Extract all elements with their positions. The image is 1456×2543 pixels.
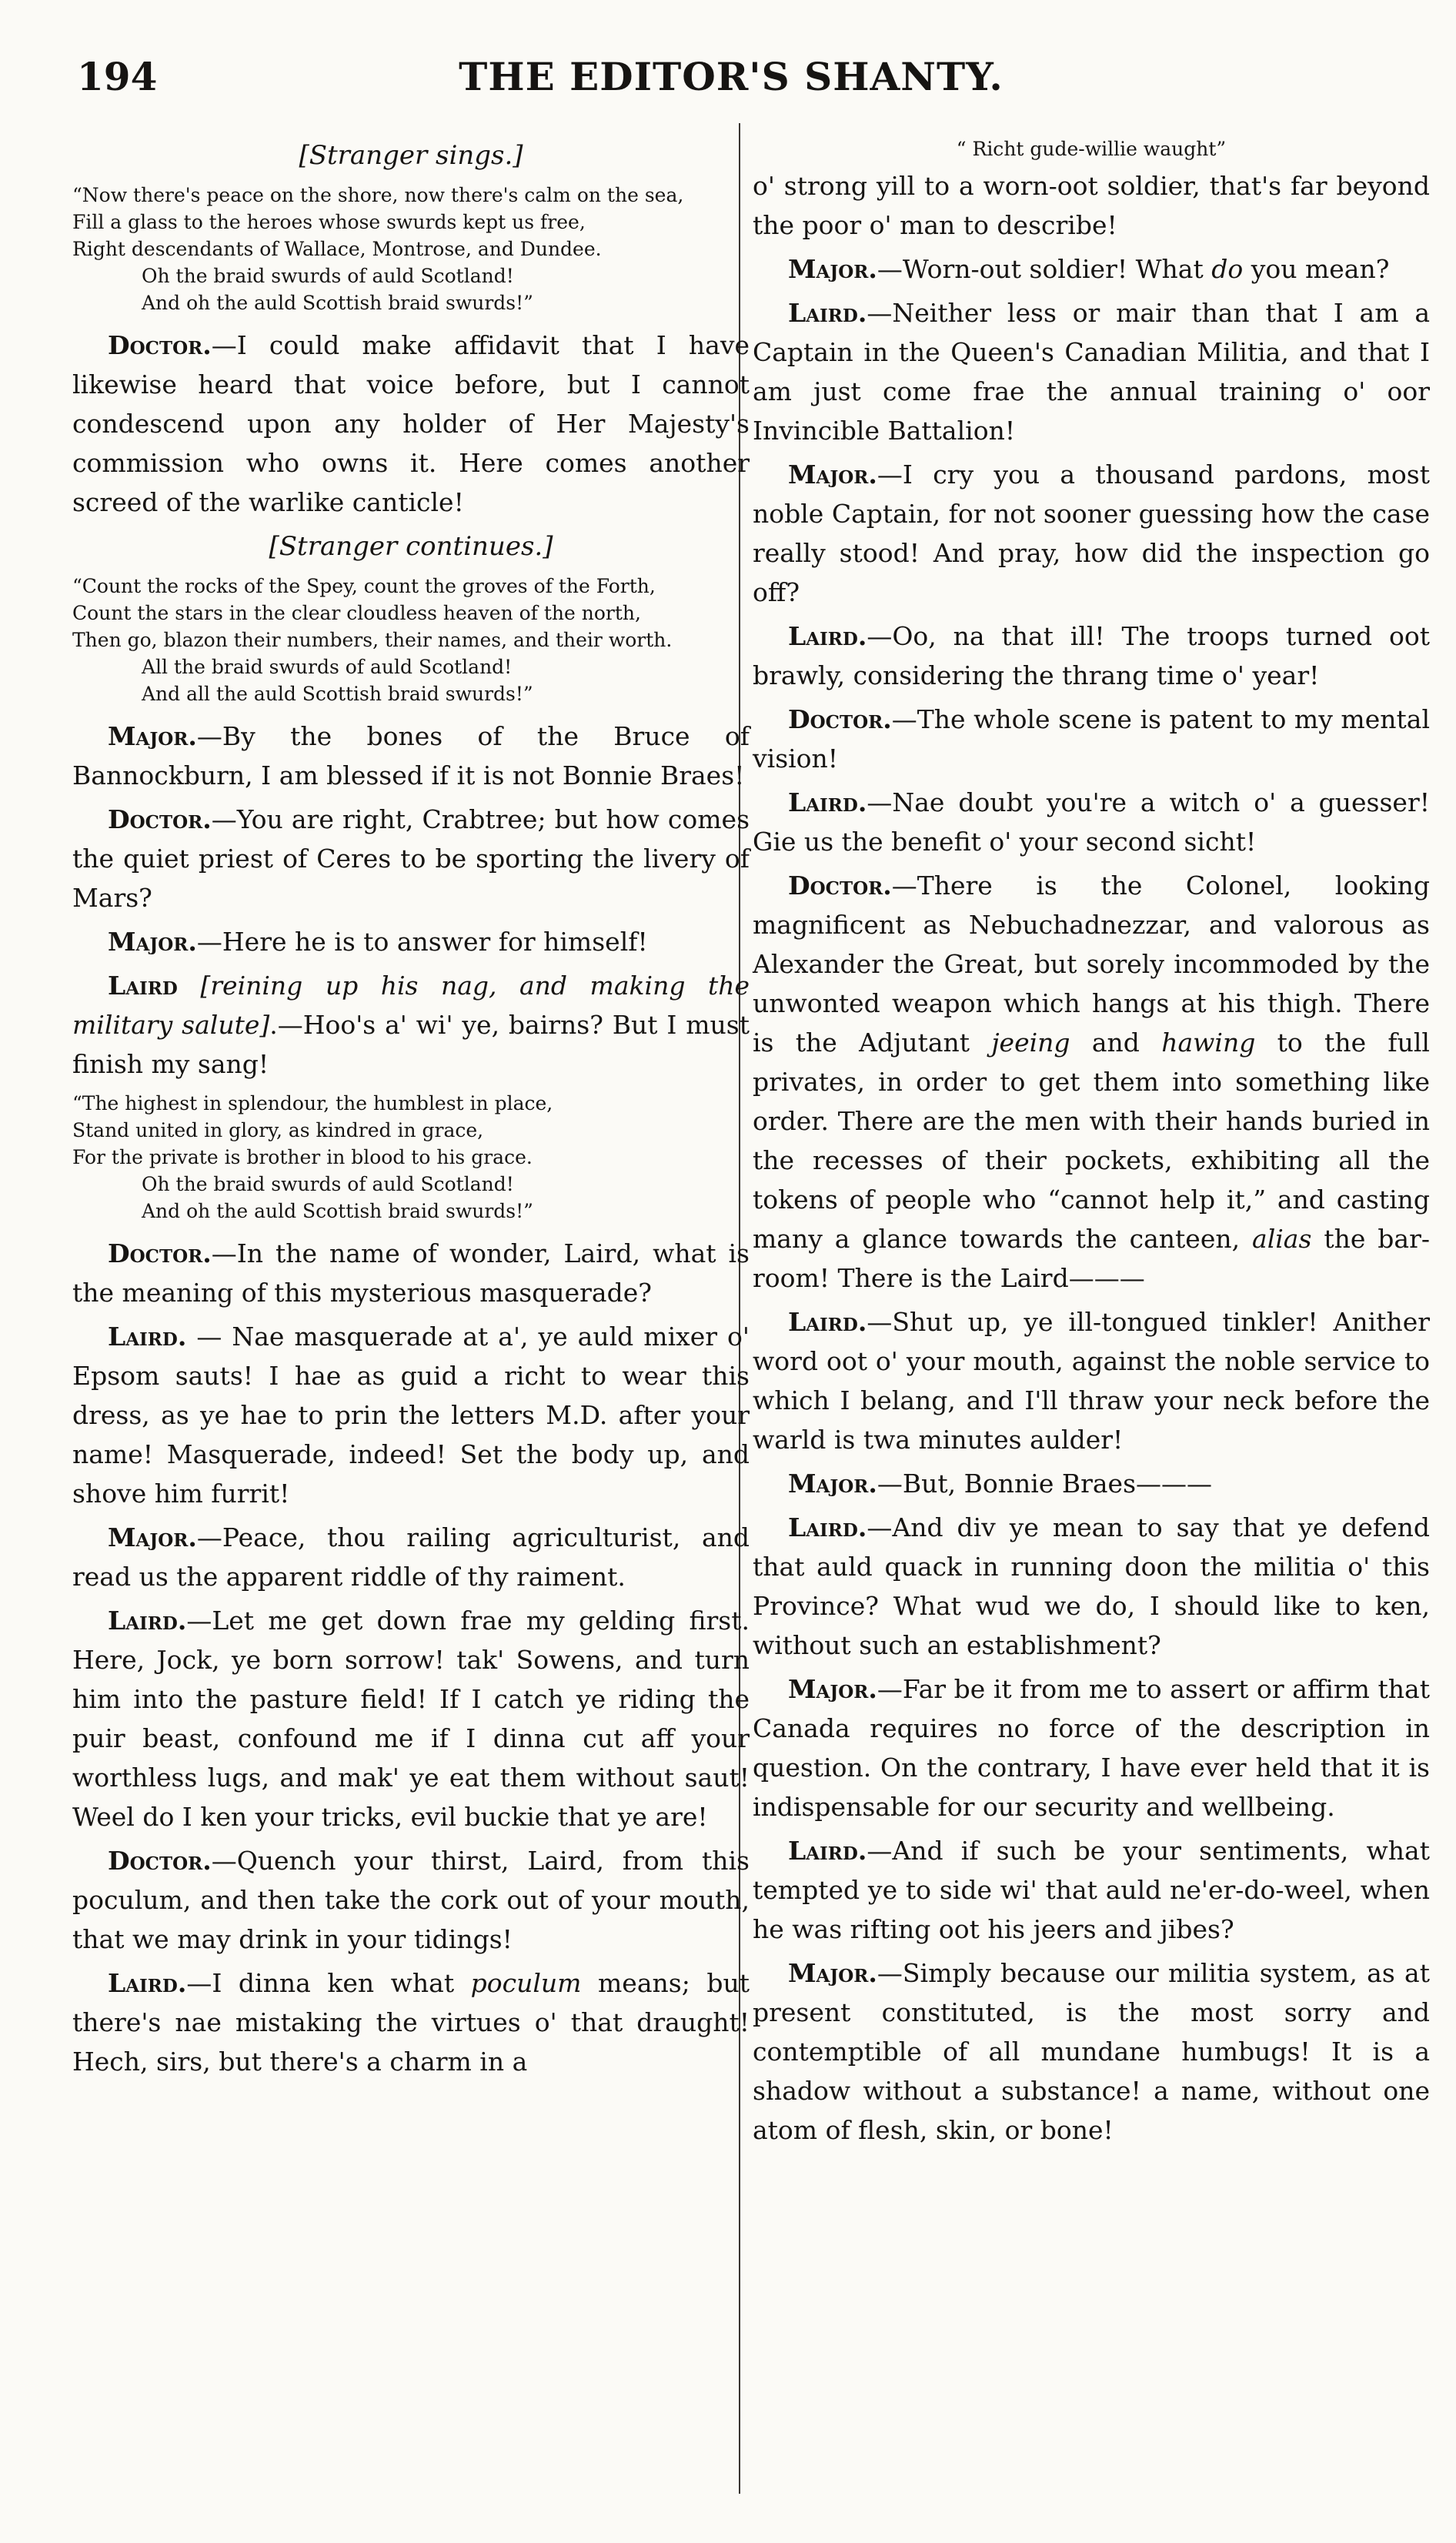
speaker-name: Major. xyxy=(108,1522,197,1552)
speaker-name: Laird. xyxy=(108,1322,187,1352)
dialogue-paragraph xyxy=(72,800,750,917)
dialogue-text: —Let me get down frae my gelding first. Here, Jock, ye born sorrow! tak' Sowens, and turn him into the pasture field! If I catch ye riding the puir beast, confound me if I dinna cut aff your worthless lugs, and mak' ye eat them without saut! Weel do I ken your tricks, evil buckie that ye are! xyxy=(72,1606,750,1832)
dialogue-text: —And div ye mean to say that ye defend that auld quack in running doon the militia o' this Province? What wud we do, I should like to ken, without such an establishment? xyxy=(753,1512,1430,1660)
dialogue-text: means; but there's nae mistaking the virtues o' that draught! Hech, sirs, but there's a charm in a xyxy=(72,1968,750,2077)
verse-line: Oh the braid swurds of auld Scotland! xyxy=(142,265,514,287)
verse-line: “Now there's peace on the shore, now there's calm on the sea, xyxy=(72,184,684,206)
dialogue-paragraph xyxy=(72,1317,750,1513)
dialogue-text: —You are right, Crabtree; but how comes the quiet priest of Ceres to be sporting the livery of Mars? xyxy=(72,804,750,913)
verse-line: Oh the braid swurds of auld Scotland! xyxy=(142,1173,514,1195)
italic-word: poculum xyxy=(470,1968,582,1998)
speaker-name: Major. xyxy=(108,927,197,957)
right-column xyxy=(753,135,1430,2154)
verse-line: And all the auld Scottish braid swurds!” xyxy=(142,683,533,705)
dialogue-paragraph xyxy=(753,455,1430,612)
dialogue-paragraph xyxy=(753,1302,1430,1459)
dialogue-paragraph xyxy=(753,249,1430,289)
dialogue-text: —And if such be your sentiments, what tempted ye to side wi' that auld ne'er-do-weel, when he was rifting oot his jeers and jibes? xyxy=(753,1836,1430,1944)
speaker-name: Laird. xyxy=(788,1836,867,1866)
song-verse xyxy=(72,182,750,316)
dialogue-text: you mean? xyxy=(1243,254,1390,284)
page-header xyxy=(77,54,1385,115)
dialogue-paragraph xyxy=(753,617,1430,695)
italic-word: do xyxy=(1211,254,1244,284)
dialogue-paragraph xyxy=(753,783,1430,861)
dialogue-paragraph xyxy=(72,717,750,795)
dialogue-text: —Oo, na that ill! The troops turned oot brawly, considering the thrang time o' year! xyxy=(753,621,1430,690)
verse-line: For the private is brother in blood to his grace. xyxy=(72,1146,533,1168)
speaker-name: Major. xyxy=(788,254,877,284)
italic-word: jeeing xyxy=(991,1028,1070,1058)
dialogue-paragraph xyxy=(753,1464,1430,1503)
speaker-name: Laird. xyxy=(788,787,867,817)
speaker-name: Doctor. xyxy=(788,871,892,901)
italic-word: alias xyxy=(1252,1224,1312,1254)
dialogue-text: the bar-room! There is the Laird——— xyxy=(753,1224,1431,1293)
dialogue-text: —Quench your thirst, Laird, from this poculum, and then take the cork out of your mouth, that we may drink in your tidings! xyxy=(72,1846,750,1954)
speaker-name: Laird. xyxy=(788,1512,867,1542)
speaker-name: Major. xyxy=(788,459,877,490)
speaker-name: Major. xyxy=(788,1674,877,1704)
dialogue-text: .—Hoo's a' wi' ye, bairns? But I must finish my sang! xyxy=(72,1010,750,1079)
quoted-line: “ Richt gude-willie waught” xyxy=(956,138,1227,160)
dialogue-text: to the full privates, in order to get them into something like order. There are the men with their hands buried in the recesses of their pockets, exhibiting all the tokens of people who “cannot help it,” and casting many a glance towards the canteen, xyxy=(753,1028,1430,1254)
verse-line: And oh the auld Scottish braid swurds!” xyxy=(142,292,533,314)
left-column xyxy=(72,135,750,2086)
verse-line: Count the stars in the clear cloudless heaven of the north, xyxy=(72,602,641,624)
speaker-name: Doctor. xyxy=(108,1846,212,1876)
dialogue-text: —Shut up, ye ill-tongued tinkler! Anither word oot o' your mouth, against the noble service to which I belang, and I'll thraw your neck before the warld is twa minutes aulder! xyxy=(753,1307,1430,1455)
dialogue-paragraph xyxy=(753,1508,1430,1665)
dialogue-paragraph xyxy=(753,866,1430,1298)
dialogue-text: and xyxy=(1070,1028,1162,1058)
song-verse xyxy=(72,1090,750,1225)
dialogue-paragraph xyxy=(753,1669,1430,1826)
dialogue-text: —Worn-out soldier! What xyxy=(877,254,1212,284)
dialogue-paragraph xyxy=(753,700,1430,778)
dialogue-paragraph xyxy=(72,1601,750,1836)
verse-line: Stand united in glory, as kindred in grace, xyxy=(72,1119,484,1141)
speaker-name: Laird. xyxy=(788,1307,867,1337)
dialogue-text: —Neither less or mair than that I am a Captain in the Queen's Canadian Militia, and that I am just come frae the annual training o' oor Invincible Battalion! xyxy=(753,298,1430,446)
speaker-name: Major. xyxy=(788,1958,877,1988)
dialogue-paragraph xyxy=(72,1234,750,1312)
verse-line: “The highest in splendour, the humblest in place, xyxy=(72,1092,553,1114)
verse-line: And oh the auld Scottish braid swurds!” xyxy=(142,1200,533,1222)
stage-direction: [Stranger continues.] xyxy=(269,531,553,562)
dialogue-paragraph xyxy=(753,1953,1430,2150)
speaker-name: Laird. xyxy=(108,1968,187,1998)
dialogue-text: —I cry you a thousand pardons, most noble Captain, for not sooner guessing how the case really stood! And pray, how did the inspection go off? xyxy=(753,459,1430,607)
page-number: 194 xyxy=(77,54,158,99)
speaker-name: Major. xyxy=(108,721,197,751)
dialogue-paragraph xyxy=(72,1841,750,1959)
italic-word: hawing xyxy=(1161,1028,1256,1058)
dialogue-text: —In the name of wonder, Laird, what is the meaning of this mysterious masquerade? xyxy=(72,1238,750,1308)
speaker-name: Laird. xyxy=(788,621,867,651)
dialogue-text: —Simply because our militia system, as at present constituted, is the most sorry and contemptible of all mundane humbugs! It is a shadow without a substance! a name, without one atom of flesh, skin, or bone! xyxy=(753,1958,1430,2145)
dialogue-text: —Here he is to answer for himself! xyxy=(196,927,648,957)
dialogue-paragraph xyxy=(72,1963,750,2081)
speaker-name: Doctor. xyxy=(788,704,892,734)
speaker-name: Laird xyxy=(108,971,178,1001)
dialogue-paragraph xyxy=(72,966,750,1084)
dialogue-text: —There is the Colonel, looking magnificent as Nebuchadnezzar, and valorous as Alexander the Great, but sorely incommoded by the unwonted weapon which hangs at his thigh. There is the Adjutant xyxy=(753,871,1430,1058)
dialogue-text: —But, Bonnie Braes——— xyxy=(877,1469,1213,1499)
dialogue-paragraph xyxy=(753,293,1430,450)
dialogue-text: —I dinna ken what xyxy=(186,1968,471,1998)
dialogue-text: —Nae doubt you're a witch o' a guesser! Gie us the benefit o' your second sicht! xyxy=(753,787,1430,857)
speaker-name: Doctor. xyxy=(108,1238,212,1268)
dialogue-paragraph xyxy=(753,1831,1430,1949)
verse-line: All the braid swurds of auld Scotland! xyxy=(142,656,513,678)
stage-direction: [Stranger sings.] xyxy=(299,140,523,171)
dialogue-paragraph: o' strong yill to a worn-oot soldier, that's far beyond the poor o' man to describe! xyxy=(753,171,1430,240)
speaker-name: Doctor. xyxy=(108,330,212,360)
dialogue-text: —Far be it from me to assert or affirm that Canada requires no force of the description in question. On the contrary, I have ever held that it is indispensable for our security and wellbeing. xyxy=(753,1674,1430,1822)
speaker-name: Laird. xyxy=(788,298,867,328)
verse-line: Then go, blazon their numbers, their names, and their worth. xyxy=(72,629,673,651)
dialogue-paragraph xyxy=(72,1518,750,1596)
song-verse xyxy=(72,573,750,707)
speaker-name: Laird. xyxy=(108,1606,187,1636)
speaker-name: Doctor. xyxy=(108,804,212,834)
dialogue-text: —The whole scene is patent to my mental vision! xyxy=(753,704,1430,774)
verse-line: “Count the rocks of the Spey, count the groves of the Forth, xyxy=(72,575,656,597)
stage-direction-inline: [reining up his nag, and making the military salute] xyxy=(72,971,750,1040)
dialogue-paragraph xyxy=(72,326,750,522)
dialogue-text: — Nae masquerade at a', ye auld mixer o' Epsom sauts! I hae as guid a richt to wear this dress, as ye hae to prin the letters M.D. after your name! Masquerade, indeed! Set the body up, and shove him furrit! xyxy=(72,1322,750,1509)
verse-line: Right descendants of Wallace, Montrose, and Dundee. xyxy=(72,238,602,260)
dialogue-text: —I could make affidavit that I have likewise heard that voice before, but I cannot condescend upon any holder of Her Majesty's commission who owns it. Here comes another screed of the warlike canticle! xyxy=(72,330,750,517)
dialogue-paragraph xyxy=(72,922,750,961)
dialogue-text: —By the bones of the Bruce of Bannockburn, I am blessed if it is not Bonnie Braes! xyxy=(72,721,750,790)
running-title: THE EDITOR'S SHANTY. xyxy=(459,54,1004,99)
speaker-name: Major. xyxy=(788,1469,877,1499)
verse-line: Fill a glass to the heroes whose swurds kept us free, xyxy=(72,211,586,233)
dialogue-text: —Peace, thou railing agriculturist, and read us the apparent riddle of thy raiment. xyxy=(72,1522,750,1592)
